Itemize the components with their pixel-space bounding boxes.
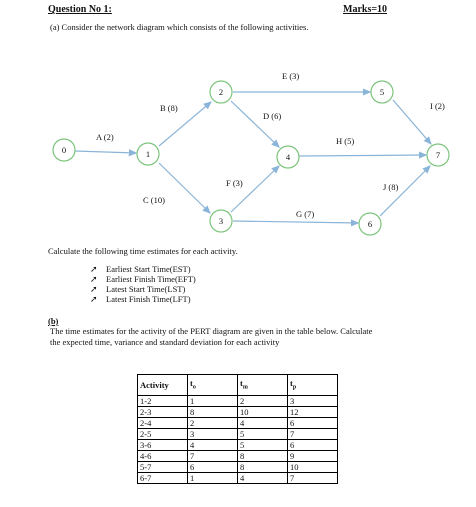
pert-estimates-table (137, 374, 338, 484)
node-label-0: 0 (61, 145, 67, 155)
table-cell: 3-6 (138, 440, 188, 451)
activity-label-J: J (8) (383, 182, 399, 192)
node-label-2: 2 (218, 87, 224, 97)
table-cell: 1 (188, 473, 238, 484)
table-cell: 1-2 (138, 396, 188, 407)
arrow-D (231, 101, 282, 147)
list-item: ➚ Earliest Finish Time(EFT) (90, 274, 196, 284)
table-cell: 4 (238, 418, 288, 429)
header-to: $t_o$ (188, 375, 238, 396)
arrow-F (231, 166, 279, 212)
header-activity: Activity (138, 375, 188, 396)
table-cell: 2 (188, 418, 238, 429)
table-cell: 12 (288, 407, 338, 418)
arrow-G (233, 221, 358, 223)
arrow-A (75, 151, 136, 153)
table-cell: 2-5 (138, 429, 188, 440)
table-row (138, 473, 338, 484)
marks-label: Marks=10 (343, 4, 388, 15)
list-item: ➚ Latest Finish Time(LFT) (90, 294, 191, 304)
part-b-text-line2: the expected time, variance and standard deviation for each activity (50, 337, 280, 347)
table-cell: 6 (288, 440, 338, 451)
list-item: ➚ Earliest Start Time(EST) (90, 264, 191, 274)
activity-label-A: A (2) (96, 132, 114, 142)
arrow-I (393, 100, 431, 144)
table-cell: 8 (238, 462, 288, 473)
table-cell: 6 (188, 462, 238, 473)
table-cell: 10 (288, 462, 338, 473)
table-cell: 2-4 (138, 418, 188, 429)
table-cell: 2 (238, 396, 288, 407)
table-row (138, 429, 338, 440)
checkmark-arrow-icon: ➚ (90, 274, 98, 284)
table-row (138, 396, 338, 407)
node-label-6: 6 (367, 219, 373, 229)
table-body (138, 396, 338, 484)
arrow-H (299, 155, 426, 156)
table-cell: 2-3 (138, 407, 188, 418)
table-header-row (138, 375, 338, 396)
table-cell: 7 (188, 451, 238, 462)
table-cell: 4 (188, 440, 238, 451)
part-b-text-line1: The time estimates for the activity of the PERT diagram are given in the table below. Calculate (50, 326, 373, 336)
arrow-C (159, 163, 210, 213)
table-cell: 5 (238, 429, 288, 440)
list-item: ➚ Latest Start Time(LST) (90, 284, 186, 294)
table-cell: 8 (188, 407, 238, 418)
node-label-4: 4 (285, 152, 291, 162)
node-label-1: 1 (145, 149, 151, 159)
table-cell: 6 (288, 418, 338, 429)
table-row (138, 407, 338, 418)
table-row (138, 418, 338, 429)
part-a-instruction: Calculate the following time estimates for each activity. (48, 246, 238, 256)
table-row (138, 451, 338, 462)
node-label-3: 3 (218, 216, 224, 226)
node-label-5: 5 (379, 87, 385, 97)
table-cell: 5 (238, 440, 288, 451)
table-cell: 4 (238, 473, 288, 484)
table-cell: 7 (288, 429, 338, 440)
activity-label-F: F (3) (226, 178, 243, 188)
table-row (138, 462, 338, 473)
part-b-label: (b) (48, 316, 59, 326)
activity-label-I: I (2) (430, 101, 445, 111)
table-cell: 4-6 (138, 451, 188, 462)
table-cell: 10 (238, 407, 288, 418)
node-label-7: 7 (435, 150, 441, 160)
checkmark-arrow-icon: ➚ (90, 294, 98, 304)
part-a-prompt: (a) Consider the network diagram which consists of the following activities. (50, 22, 309, 32)
activity-label-E: E (3) (282, 71, 300, 81)
table-cell: 8 (238, 451, 288, 462)
table-cell: 5-7 (138, 462, 188, 473)
checkmark-arrow-icon: ➚ (90, 264, 98, 274)
activity-label-G: G (7) (296, 209, 315, 219)
header-tp: $t_p$ (288, 375, 338, 396)
table-cell: 1 (188, 396, 238, 407)
table-cell: 3 (288, 396, 338, 407)
table-cell: 9 (288, 451, 338, 462)
activity-label-C: C (10) (143, 195, 165, 205)
activity-label-H: H (5) (336, 136, 355, 146)
checkmark-arrow-icon: ➚ (90, 284, 98, 294)
table-cell: 7 (288, 473, 338, 484)
table-row (138, 440, 338, 451)
time-estimate-list (90, 264, 196, 304)
table-cell: 3 (188, 429, 238, 440)
header-tm: $t_m$ (238, 375, 288, 396)
table-cell: 6-7 (138, 473, 188, 484)
question-title: Question No 1: (48, 4, 112, 15)
activity-label-B: B (8) (160, 103, 178, 113)
network-diagram (0, 0, 476, 250)
activity-label-D: D (6) (263, 111, 282, 121)
